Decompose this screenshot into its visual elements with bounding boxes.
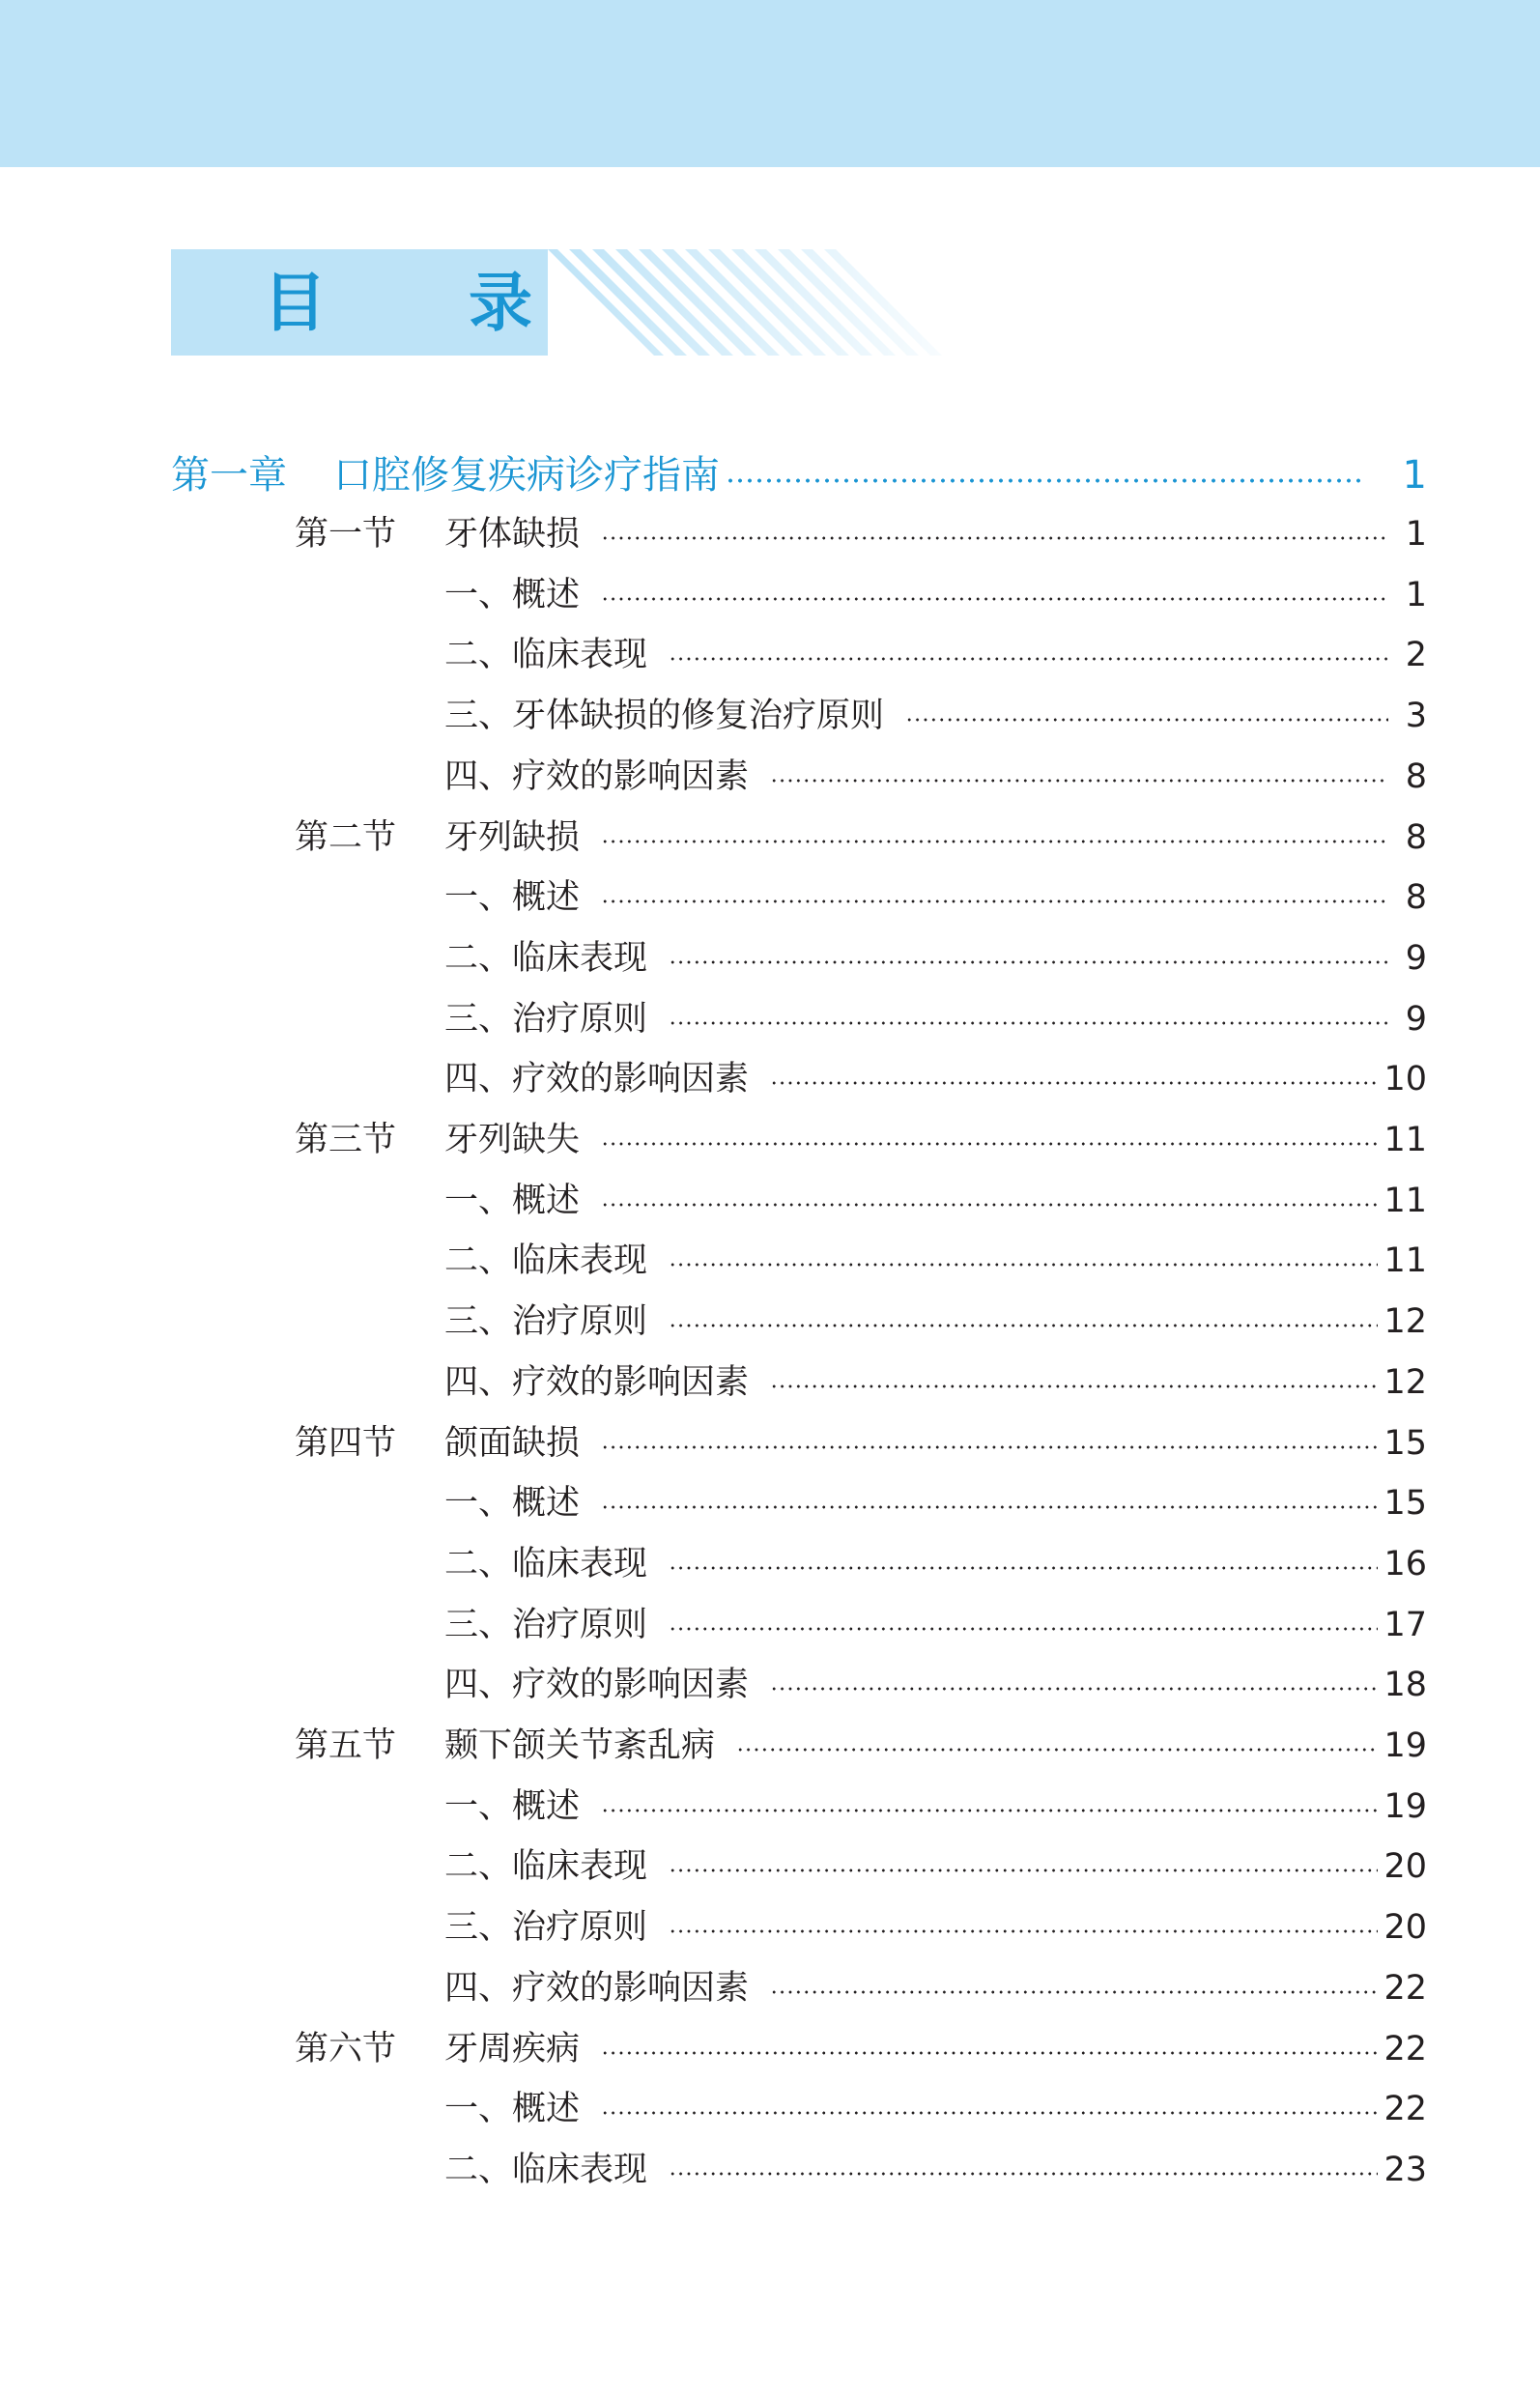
toc-item-row[interactable] xyxy=(444,992,1427,1050)
chapter-number: 第一章 xyxy=(171,453,287,498)
item-title: 一、概述 xyxy=(444,878,581,918)
dot-leader xyxy=(601,2051,1378,2055)
item-title: 三、治疗原则 xyxy=(444,1302,648,1342)
toc-item-row[interactable] xyxy=(444,1052,1427,1110)
dot-leader xyxy=(669,960,1388,964)
dot-leader xyxy=(669,1627,1378,1631)
item-page-number: 8 xyxy=(1405,878,1427,918)
toc-item-row[interactable] xyxy=(444,1234,1427,1292)
section-page-number: 19 xyxy=(1383,1726,1427,1765)
dot-leader xyxy=(669,1324,1378,1327)
dot-leader xyxy=(601,1445,1378,1449)
item-page-number: 22 xyxy=(1383,2090,1427,2129)
toc-chapter-row[interactable] xyxy=(171,444,1427,512)
item-title: 四、疗效的影响因素 xyxy=(444,1060,750,1099)
toc-section-row[interactable] xyxy=(295,507,1427,565)
dot-leader xyxy=(770,1081,1378,1085)
item-title: 三、牙体缺损的修复治疗原则 xyxy=(444,697,885,736)
toc-item-row[interactable] xyxy=(444,1174,1427,1232)
toc-item-row[interactable] xyxy=(444,750,1427,808)
item-page-number: 17 xyxy=(1383,1605,1427,1644)
dot-leader xyxy=(601,1142,1378,1146)
dot-leader xyxy=(601,1203,1378,1207)
toc-item-row[interactable] xyxy=(444,1658,1427,1716)
toc-header xyxy=(171,249,992,356)
dot-leader xyxy=(601,899,1388,903)
item-page-number: 1 xyxy=(1405,575,1427,614)
chapter-title: 口腔修复疾病诊疗指南 xyxy=(333,453,720,498)
item-page-number: 2 xyxy=(1405,636,1427,675)
top-color-band xyxy=(0,0,1540,167)
dot-leader xyxy=(669,657,1388,661)
item-page-number: 23 xyxy=(1383,2150,1427,2189)
section-title: 牙周疾病 xyxy=(444,2029,581,2068)
dot-leader xyxy=(770,1687,1378,1691)
item-title: 二、临床表现 xyxy=(444,1544,648,1583)
item-page-number: 22 xyxy=(1383,1968,1427,2008)
section-number: 第六节 xyxy=(295,2029,397,2068)
item-title: 三、治疗原则 xyxy=(444,1605,648,1644)
toc-section-row[interactable] xyxy=(295,1719,1427,1777)
section-title: 牙体缺损 xyxy=(444,515,581,554)
item-page-number: 18 xyxy=(1383,1666,1427,1705)
item-title: 二、临床表现 xyxy=(444,2150,648,2189)
dot-leader xyxy=(669,1929,1378,1933)
toc-item-row[interactable] xyxy=(444,870,1427,928)
section-number: 第二节 xyxy=(295,817,397,857)
toc-item-row[interactable] xyxy=(444,1961,1427,2019)
section-title: 牙列缺损 xyxy=(444,817,581,857)
dot-leader xyxy=(669,1566,1378,1570)
item-title: 四、疗效的影响因素 xyxy=(444,756,750,796)
section-title: 牙列缺失 xyxy=(444,1121,581,1159)
item-page-number: 11 xyxy=(1383,1181,1427,1220)
toc-item-row[interactable] xyxy=(444,1355,1427,1413)
item-page-number: 19 xyxy=(1383,1786,1427,1826)
section-page-number: 15 xyxy=(1383,1423,1427,1463)
toc-item-row[interactable] xyxy=(444,1476,1427,1534)
item-page-number: 15 xyxy=(1383,1484,1427,1524)
item-title: 二、临床表现 xyxy=(444,1847,648,1887)
section-page-number: 1 xyxy=(1405,515,1427,554)
dot-leader xyxy=(736,1748,1378,1752)
header-stripes xyxy=(548,249,992,356)
item-page-number: 9 xyxy=(1405,999,1427,1039)
section-title: 颌面缺损 xyxy=(444,1423,581,1463)
item-title: 一、概述 xyxy=(444,1181,581,1220)
dot-leader xyxy=(669,1868,1378,1872)
item-title: 二、临床表现 xyxy=(444,938,648,978)
item-title: 一、概述 xyxy=(444,1484,581,1524)
item-title: 一、概述 xyxy=(444,575,581,614)
item-title: 四、疗效的影响因素 xyxy=(444,1666,750,1705)
toc-item-row[interactable] xyxy=(444,628,1427,686)
chapter-page-number: 1 xyxy=(1402,453,1427,498)
dot-leader xyxy=(669,2172,1378,2176)
item-page-number: 20 xyxy=(1383,1908,1427,1948)
dot-leader xyxy=(601,840,1388,843)
toc-item-row[interactable] xyxy=(444,568,1427,626)
section-page-number: 11 xyxy=(1383,1121,1427,1159)
toc-section-row[interactable] xyxy=(295,1416,1427,1474)
toc-section-row[interactable] xyxy=(295,2022,1427,2080)
dot-leader xyxy=(601,2111,1378,2115)
toc-item-row[interactable] xyxy=(444,689,1427,747)
item-page-number: 9 xyxy=(1405,938,1427,978)
toc-item-row[interactable] xyxy=(444,1295,1427,1353)
item-page-number: 8 xyxy=(1405,756,1427,796)
item-title: 三、治疗原则 xyxy=(444,1908,648,1948)
item-page-number: 10 xyxy=(1383,1060,1427,1099)
section-page-number: 22 xyxy=(1383,2029,1427,2068)
section-page-number: 8 xyxy=(1405,817,1427,857)
dot-leader xyxy=(669,1263,1378,1267)
dot-leader xyxy=(905,718,1388,722)
toc-item-row[interactable] xyxy=(444,1598,1427,1656)
toc-item-row[interactable] xyxy=(444,2082,1427,2140)
item-page-number: 12 xyxy=(1383,1302,1427,1342)
toc-section-row[interactable] xyxy=(295,1113,1427,1171)
toc-item-row[interactable] xyxy=(444,931,1427,989)
toc-item-row[interactable] xyxy=(444,1900,1427,1958)
dot-leader xyxy=(601,597,1388,601)
toc-item-row[interactable] xyxy=(444,1840,1427,1897)
item-title: 二、临床表现 xyxy=(444,1241,648,1281)
dot-leader xyxy=(601,1505,1378,1509)
item-title: 二、临床表现 xyxy=(444,636,648,675)
item-page-number: 20 xyxy=(1383,1847,1427,1887)
dot-leader xyxy=(770,1384,1378,1388)
dot-leader xyxy=(669,1021,1388,1025)
item-title: 四、疗效的影响因素 xyxy=(444,1362,750,1402)
toc-item-row[interactable] xyxy=(444,2143,1427,2201)
item-page-number: 12 xyxy=(1383,1362,1427,1402)
toc-item-row[interactable] xyxy=(444,1537,1427,1595)
dot-leader xyxy=(601,1809,1378,1812)
item-page-number: 3 xyxy=(1405,697,1427,736)
dot-leader xyxy=(601,536,1388,540)
dot-leader xyxy=(726,478,1365,483)
item-title: 四、疗效的影响因素 xyxy=(444,1968,750,2008)
section-number: 第五节 xyxy=(295,1726,397,1765)
toc-title: 目 录 xyxy=(263,265,592,340)
dot-leader xyxy=(770,1990,1378,1994)
section-number: 第一节 xyxy=(295,515,397,554)
item-title: 一、概述 xyxy=(444,1786,581,1826)
item-title: 一、概述 xyxy=(444,2090,581,2129)
item-page-number: 11 xyxy=(1383,1241,1427,1281)
section-number: 第三节 xyxy=(295,1121,397,1159)
section-title: 颞下颌关节紊乱病 xyxy=(444,1726,716,1765)
item-title: 三、治疗原则 xyxy=(444,999,648,1039)
toc-item-row[interactable] xyxy=(444,1780,1427,1838)
item-page-number: 16 xyxy=(1383,1544,1427,1583)
dot-leader xyxy=(770,779,1388,783)
toc-section-row[interactable] xyxy=(295,811,1427,869)
section-number: 第四节 xyxy=(295,1423,397,1463)
